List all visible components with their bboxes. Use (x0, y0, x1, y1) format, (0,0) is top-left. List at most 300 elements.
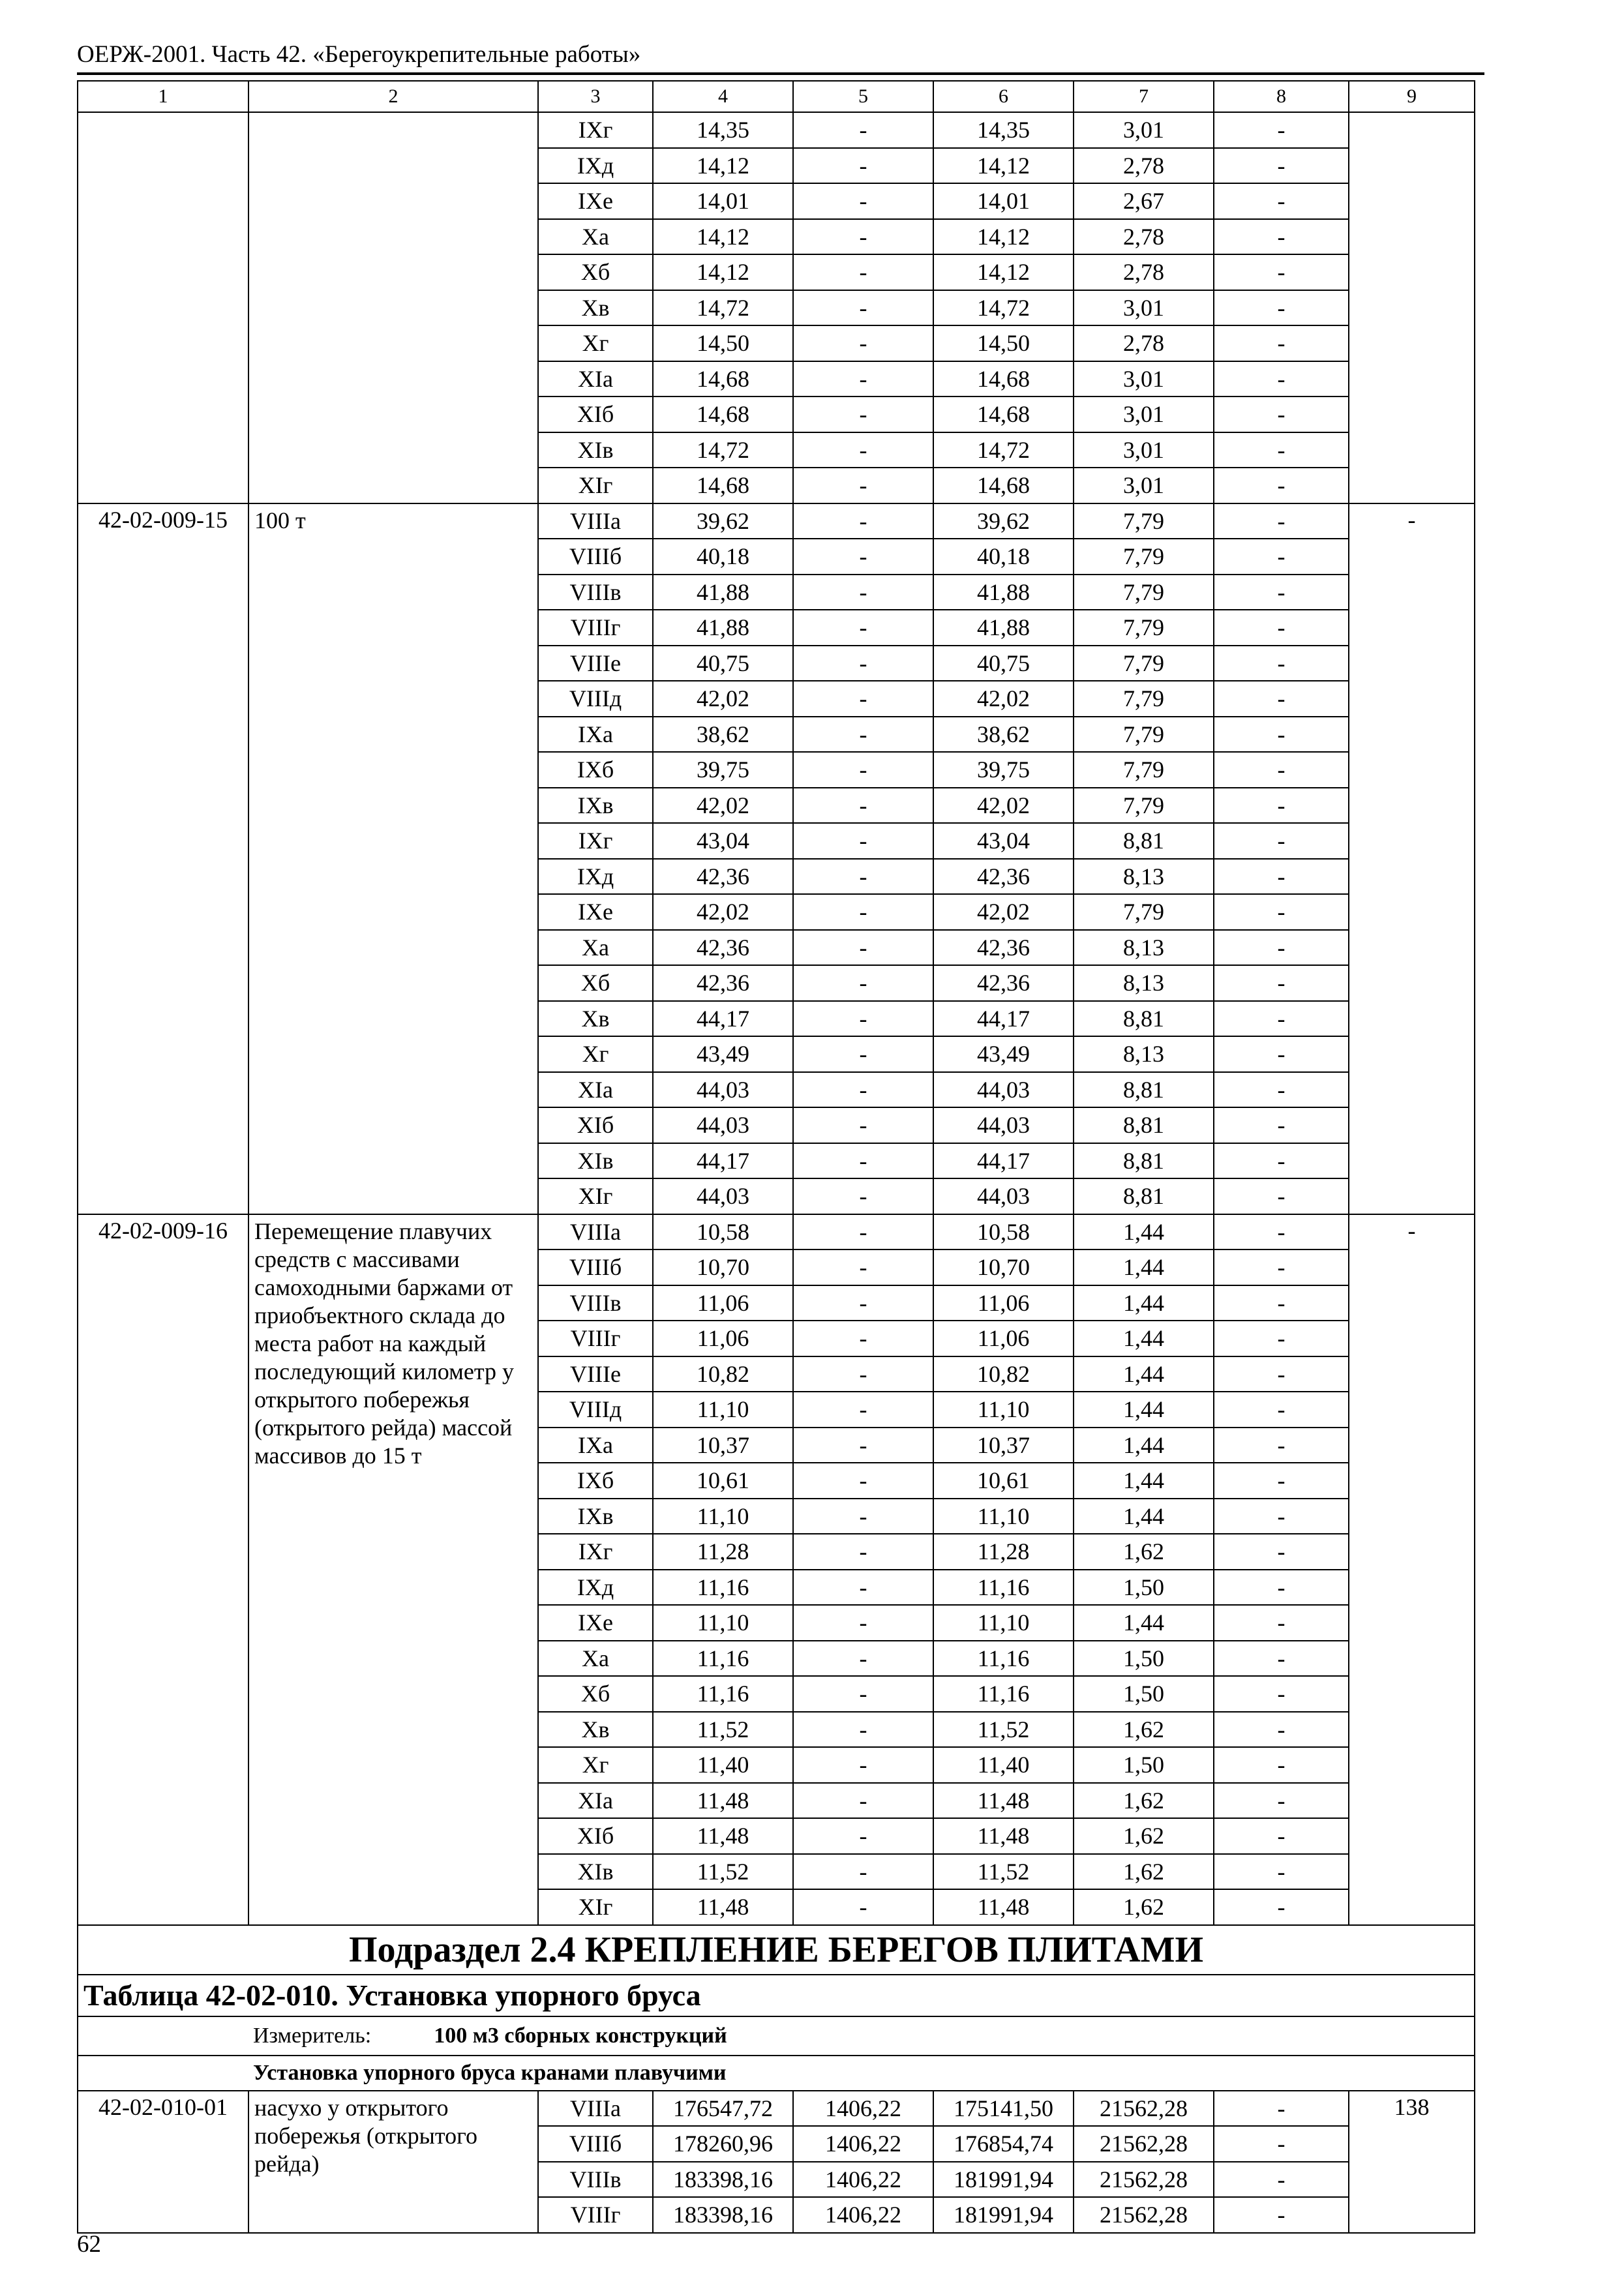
machine-cost-cell: 11,28 (933, 1534, 1074, 1570)
machine-cost-cell: 10,37 (933, 1428, 1074, 1463)
zone-cell: VIIIг (538, 610, 653, 646)
rate-42-02-009-16-description-cell: Перемещение плавучих средств с массивами самоходными баржами от приобъектного склада до места работ на каждый последующий километр у открытого побережья (открытого рейда) массой массивов до 15 т (248, 1214, 538, 1925)
direct-cost-cell: 14,35 (653, 112, 793, 148)
materials-cell: - (1214, 1605, 1349, 1641)
wages-cell: - (793, 503, 933, 539)
zone-cell: XIб (538, 396, 653, 432)
materials-cell: - (1214, 1428, 1349, 1463)
wages-cell: - (793, 1036, 933, 1072)
direct-cost-cell: 39,62 (653, 503, 793, 539)
zone-cell: Xа (538, 219, 653, 255)
operator-wages-cell: 1,44 (1074, 1356, 1214, 1392)
wages-cell: - (793, 717, 933, 753)
machine-cost-cell: 14,68 (933, 396, 1074, 432)
measure-label: Измеритель: (253, 2023, 372, 2048)
zone-cell: Xв (538, 290, 653, 326)
operator-wages-cell: 21562,28 (1074, 2091, 1214, 2127)
zone-cell: Xа (538, 930, 653, 966)
materials-cell: - (1214, 1676, 1349, 1712)
operator-wages-cell: 8,13 (1074, 859, 1214, 895)
zone-cell: Xв (538, 1001, 653, 1037)
direct-cost-cell: 183398,16 (653, 2162, 793, 2198)
materials-cell: - (1214, 396, 1349, 432)
operator-wages-cell: 1,50 (1074, 1676, 1214, 1712)
operator-wages-cell: 2,78 (1074, 219, 1214, 255)
materials-cell: - (1214, 1143, 1349, 1179)
zone-cell: VIIIб (538, 2126, 653, 2162)
zone-cell: IXа (538, 1428, 653, 1463)
operator-wages-cell: 3,01 (1074, 290, 1214, 326)
rate-42-02-010-01-col9-cell: 138 (1349, 2091, 1475, 2233)
operator-wages-cell: 1,62 (1074, 1534, 1214, 1570)
materials-cell: - (1214, 2091, 1349, 2127)
zone-cell: Xв (538, 1712, 653, 1748)
machine-cost-cell: 42,02 (933, 788, 1074, 824)
direct-cost-cell: 39,75 (653, 752, 793, 788)
machine-cost-cell: 181991,94 (933, 2197, 1074, 2233)
materials-cell: - (1214, 503, 1349, 539)
zone-cell: IXд (538, 859, 653, 895)
subsection-title: Подраздел 2.4 КРЕПЛЕНИЕ БЕРЕГОВ ПЛИТАМИ (78, 1925, 1475, 1975)
materials-cell: - (1214, 290, 1349, 326)
direct-cost-cell: 14,12 (653, 254, 793, 290)
operator-wages-cell: 1,44 (1074, 1392, 1214, 1428)
operator-wages-cell: 21562,28 (1074, 2197, 1214, 2233)
col-number-2: 2 (248, 81, 538, 112)
zone-cell: Xб (538, 965, 653, 1001)
machine-cost-cell: 14,72 (933, 290, 1074, 326)
direct-cost-cell: 14,68 (653, 361, 793, 397)
machine-cost-cell: 44,17 (933, 1001, 1074, 1037)
machine-cost-cell: 11,16 (933, 1570, 1074, 1606)
direct-cost-cell: 183398,16 (653, 2197, 793, 2233)
operator-wages-cell: 2,67 (1074, 183, 1214, 219)
zone-cell: VIIIг (538, 1321, 653, 1356)
direct-cost-cell: 14,72 (653, 432, 793, 468)
materials-cell: - (1214, 1392, 1349, 1428)
direct-cost-cell: 11,40 (653, 1747, 793, 1783)
wages-cell: - (793, 1321, 933, 1356)
operator-wages-cell: 1,44 (1074, 1249, 1214, 1285)
operator-wages-cell: 1,50 (1074, 1747, 1214, 1783)
materials-cell: - (1214, 717, 1349, 753)
machine-cost-cell: 14,72 (933, 432, 1074, 468)
operator-wages-cell: 7,79 (1074, 788, 1214, 824)
machine-cost-cell: 11,06 (933, 1285, 1074, 1321)
zone-cell: VIIIа (538, 1214, 653, 1250)
machine-cost-cell: 44,03 (933, 1107, 1074, 1143)
machine-cost-cell: 14,50 (933, 325, 1074, 361)
materials-cell: - (1214, 539, 1349, 575)
materials-cell: - (1214, 2197, 1349, 2233)
direct-cost-cell: 14,50 (653, 325, 793, 361)
direct-cost-cell: 41,88 (653, 610, 793, 646)
zone-cell: IXб (538, 752, 653, 788)
table-title: Таблица 42-02-010. Установка упорного бруса (78, 1975, 1475, 2016)
wages-cell: - (793, 254, 933, 290)
materials-cell: - (1214, 1534, 1349, 1570)
direct-cost-cell: 10,61 (653, 1463, 793, 1499)
machine-cost-cell: 11,10 (933, 1499, 1074, 1534)
machine-cost-cell: 40,75 (933, 646, 1074, 681)
zone-cell: XIв (538, 1854, 653, 1890)
operator-wages-cell: 1,44 (1074, 1285, 1214, 1321)
materials-cell: - (1214, 1712, 1349, 1748)
materials-cell: - (1214, 610, 1349, 646)
direct-cost-cell: 11,16 (653, 1641, 793, 1677)
materials-cell: - (1214, 432, 1349, 468)
rate-42-02-010-01-row (78, 2091, 1475, 2127)
operator-wages-cell: 21562,28 (1074, 2162, 1214, 2198)
direct-cost-cell: 176547,72 (653, 2091, 793, 2127)
machine-cost-cell: 176854,74 (933, 2126, 1074, 2162)
operator-wages-cell: 2,78 (1074, 325, 1214, 361)
machine-cost-cell: 11,16 (933, 1676, 1074, 1712)
operator-wages-cell: 1,62 (1074, 1889, 1214, 1925)
wages-cell: - (793, 1783, 933, 1819)
direct-cost-cell: 40,75 (653, 646, 793, 681)
materials-cell: - (1214, 1499, 1349, 1534)
materials-cell: - (1214, 2162, 1349, 2198)
wages-cell: - (793, 1605, 933, 1641)
operator-wages-cell: 8,81 (1074, 823, 1214, 859)
machine-cost-cell: 40,18 (933, 539, 1074, 575)
materials-cell: - (1214, 325, 1349, 361)
wages-cell: - (793, 148, 933, 184)
direct-cost-cell: 14,12 (653, 148, 793, 184)
page-number: 62 (77, 2231, 101, 2258)
direct-cost-cell: 11,10 (653, 1499, 793, 1534)
machine-cost-cell: 175141,50 (933, 2091, 1074, 2127)
wages-cell: - (793, 1570, 933, 1606)
operator-wages-cell: 8,81 (1074, 1072, 1214, 1108)
machine-cost-cell: 43,04 (933, 823, 1074, 859)
wages-cell: - (793, 965, 933, 1001)
materials-cell: - (1214, 575, 1349, 610)
materials-cell: - (1214, 1818, 1349, 1854)
zone-cell: IXв (538, 1499, 653, 1534)
machine-cost-cell: 39,75 (933, 752, 1074, 788)
rate-42-02-009-16-code-cell: 42-02-009-16 (78, 1214, 248, 1925)
col-number-7: 7 (1074, 81, 1214, 112)
zone-cell: VIIIд (538, 681, 653, 717)
direct-cost-cell: 11,48 (653, 1889, 793, 1925)
wages-cell: - (793, 646, 933, 681)
zone-cell: Xа (538, 1641, 653, 1677)
wages-cell: - (793, 432, 933, 468)
operator-wages-cell: 7,79 (1074, 539, 1214, 575)
direct-cost-cell: 10,82 (653, 1356, 793, 1392)
operator-wages-cell: 8,13 (1074, 965, 1214, 1001)
machine-cost-cell: 11,10 (933, 1605, 1074, 1641)
machine-cost-cell: 11,52 (933, 1854, 1074, 1890)
direct-cost-cell: 42,36 (653, 965, 793, 1001)
rate-42-02-009-15-col9-cell: - (1349, 503, 1475, 1214)
col-number-5: 5 (793, 81, 933, 112)
zone-cell: VIIIб (538, 539, 653, 575)
rates-table-container (77, 80, 1475, 2234)
materials-cell: - (1214, 148, 1349, 184)
zone-cell: VIIIа (538, 503, 653, 539)
operator-wages-cell: 3,01 (1074, 468, 1214, 503)
zone-cell: Xг (538, 325, 653, 361)
zone-cell: XIа (538, 1783, 653, 1819)
direct-cost-cell: 11,06 (653, 1321, 793, 1356)
rates-table (77, 80, 1475, 2234)
direct-cost-cell: 42,02 (653, 894, 793, 930)
machine-cost-cell: 11,16 (933, 1641, 1074, 1677)
zone-cell: VIIIг (538, 2197, 653, 2233)
materials-cell: - (1214, 1854, 1349, 1890)
direct-cost-cell: 11,48 (653, 1818, 793, 1854)
materials-cell: - (1214, 361, 1349, 397)
wages-cell: 1406,22 (793, 2091, 933, 2127)
machine-cost-cell: 44,03 (933, 1178, 1074, 1214)
machine-cost-cell: 14,12 (933, 148, 1074, 184)
machine-cost-cell: 44,03 (933, 1072, 1074, 1108)
operator-wages-cell: 7,79 (1074, 610, 1214, 646)
materials-cell: - (1214, 1249, 1349, 1285)
wages-cell: - (793, 1178, 933, 1214)
direct-cost-cell: 11,16 (653, 1570, 793, 1606)
operator-wages-cell: 2,78 (1074, 254, 1214, 290)
wages-cell: 1406,22 (793, 2126, 933, 2162)
operator-wages-cell: 8,81 (1074, 1001, 1214, 1037)
wages-cell: - (793, 823, 933, 859)
direct-cost-cell: 44,17 (653, 1143, 793, 1179)
materials-cell: - (1214, 219, 1349, 255)
wages-cell: - (793, 1285, 933, 1321)
header-rule (77, 72, 1484, 75)
materials-cell: - (1214, 1463, 1349, 1499)
zone-cell: IXг (538, 1534, 653, 1570)
wages-cell: - (793, 1143, 933, 1179)
direct-cost-cell: 44,17 (653, 1001, 793, 1037)
wages-cell: - (793, 1428, 933, 1463)
zone-cell: VIIIв (538, 575, 653, 610)
direct-cost-cell: 43,49 (653, 1036, 793, 1072)
machine-cost-cell: 11,06 (933, 1321, 1074, 1356)
wages-cell: - (793, 1641, 933, 1677)
zone-cell: IXб (538, 1463, 653, 1499)
zone-cell: XIб (538, 1818, 653, 1854)
materials-cell: - (1214, 2126, 1349, 2162)
zone-cell: VIIIб (538, 1249, 653, 1285)
machine-cost-cell: 42,36 (933, 859, 1074, 895)
materials-cell: - (1214, 1570, 1349, 1606)
operator-wages-cell: 1,44 (1074, 1214, 1214, 1250)
materials-cell: - (1214, 930, 1349, 966)
operator-wages-cell: 1,62 (1074, 1712, 1214, 1748)
materials-cell: - (1214, 1178, 1349, 1214)
materials-cell: - (1214, 681, 1349, 717)
direct-cost-cell: 42,02 (653, 788, 793, 824)
operator-wages-cell: 7,79 (1074, 717, 1214, 753)
direct-cost-cell: 44,03 (653, 1072, 793, 1108)
rate-42-02-009-15-row (78, 503, 1475, 539)
measure-row (78, 2016, 1475, 2056)
machine-cost-cell: 42,02 (933, 894, 1074, 930)
zone-cell: XIг (538, 468, 653, 503)
table-title-row (78, 1975, 1475, 2016)
machine-cost-cell: 11,52 (933, 1712, 1074, 1748)
zone-cell: IXа (538, 717, 653, 753)
machine-cost-cell: 43,49 (933, 1036, 1074, 1072)
operator-wages-cell: 1,62 (1074, 1783, 1214, 1819)
operator-wages-cell: 8,81 (1074, 1107, 1214, 1143)
zone-cell: XIа (538, 361, 653, 397)
direct-cost-cell: 10,37 (653, 1428, 793, 1463)
wages-cell: - (793, 1249, 933, 1285)
col-number-3: 3 (538, 81, 653, 112)
operator-wages-cell: 8,81 (1074, 1178, 1214, 1214)
materials-cell: - (1214, 468, 1349, 503)
machine-cost-cell: 181991,94 (933, 2162, 1074, 2198)
direct-cost-cell: 14,01 (653, 183, 793, 219)
zone-cell: VIIIв (538, 2162, 653, 2198)
materials-cell: - (1214, 112, 1349, 148)
materials-cell: - (1214, 894, 1349, 930)
machine-cost-cell: 10,58 (933, 1214, 1074, 1250)
materials-cell: - (1214, 823, 1349, 859)
direct-cost-cell: 11,10 (653, 1605, 793, 1641)
wages-cell: - (793, 1747, 933, 1783)
wages-cell: - (793, 539, 933, 575)
machine-cost-cell: 11,48 (933, 1889, 1074, 1925)
zone-cell: Xб (538, 254, 653, 290)
operator-wages-cell: 8,81 (1074, 1143, 1214, 1179)
materials-cell: - (1214, 1285, 1349, 1321)
machine-cost-cell: 42,36 (933, 930, 1074, 966)
wages-cell: - (793, 610, 933, 646)
operator-wages-cell: 2,78 (1074, 148, 1214, 184)
machine-cost-cell: 14,68 (933, 361, 1074, 397)
wages-cell: 1406,22 (793, 2162, 933, 2198)
direct-cost-cell: 43,04 (653, 823, 793, 859)
operator-wages-cell: 8,13 (1074, 1036, 1214, 1072)
group-title: Установка упорного бруса кранами плавучими (78, 2056, 1475, 2091)
zone-cell: VIIIа (538, 2091, 653, 2127)
rate-42-02-010-01-code-cell: 42-02-010-01 (78, 2091, 248, 2233)
wages-cell: - (793, 325, 933, 361)
materials-cell: - (1214, 646, 1349, 681)
wages-cell: - (793, 788, 933, 824)
operator-wages-cell: 1,62 (1074, 1818, 1214, 1854)
wages-cell: 1406,22 (793, 2197, 933, 2233)
measure-value: 100 м3 сборных конструкций (434, 2023, 727, 2048)
materials-cell: - (1214, 183, 1349, 219)
direct-cost-cell: 41,88 (653, 575, 793, 610)
wages-cell: - (793, 1072, 933, 1108)
machine-cost-cell: 10,61 (933, 1463, 1074, 1499)
materials-cell: - (1214, 1783, 1349, 1819)
materials-cell: - (1214, 1747, 1349, 1783)
operator-wages-cell: 3,01 (1074, 396, 1214, 432)
col-number-4: 4 (653, 81, 793, 112)
operator-wages-cell: 7,79 (1074, 646, 1214, 681)
col-number-8: 8 (1214, 81, 1349, 112)
operator-wages-cell: 7,79 (1074, 752, 1214, 788)
machine-cost-cell: 11,40 (933, 1747, 1074, 1783)
rate-42-02-009-16-row (78, 1214, 1475, 1250)
wages-cell: - (793, 468, 933, 503)
zone-cell: XIг (538, 1889, 653, 1925)
operator-wages-cell: 3,01 (1074, 112, 1214, 148)
materials-cell: - (1214, 1001, 1349, 1037)
machine-cost-cell: 39,62 (933, 503, 1074, 539)
wages-cell: - (793, 1214, 933, 1250)
direct-cost-cell: 42,02 (653, 681, 793, 717)
operator-wages-cell: 1,44 (1074, 1428, 1214, 1463)
machine-cost-cell: 41,88 (933, 610, 1074, 646)
continued-rate-col9-cell (1349, 112, 1475, 503)
direct-cost-cell: 10,58 (653, 1214, 793, 1250)
zone-cell: XIв (538, 1143, 653, 1179)
wages-cell: - (793, 1534, 933, 1570)
wages-cell: - (793, 1463, 933, 1499)
operator-wages-cell: 7,79 (1074, 575, 1214, 610)
machine-cost-cell: 14,12 (933, 254, 1074, 290)
operator-wages-cell: 8,13 (1074, 930, 1214, 966)
direct-cost-cell: 44,03 (653, 1178, 793, 1214)
rate-42-02-010-01-description-cell: насухо у открытого побережья (открытого рейда) (248, 2091, 538, 2233)
machine-cost-cell: 11,48 (933, 1783, 1074, 1819)
zone-cell: IXе (538, 1605, 653, 1641)
wages-cell: - (793, 1712, 933, 1748)
materials-cell: - (1214, 1214, 1349, 1250)
zone-cell: IXг (538, 823, 653, 859)
wages-cell: - (793, 219, 933, 255)
rate-42-02-009-15-description-cell: 100 т (248, 503, 538, 1214)
operator-wages-cell: 21562,28 (1074, 2126, 1214, 2162)
operator-wages-cell: 1,44 (1074, 1321, 1214, 1356)
zone-cell: VIIIв (538, 1285, 653, 1321)
zone-cell: IXе (538, 894, 653, 930)
materials-cell: - (1214, 1641, 1349, 1677)
col-number-6: 6 (933, 81, 1074, 112)
wages-cell: - (793, 575, 933, 610)
zone-cell: VIIIе (538, 1356, 653, 1392)
wages-cell: - (793, 183, 933, 219)
direct-cost-cell: 11,10 (653, 1392, 793, 1428)
operator-wages-cell: 1,44 (1074, 1463, 1214, 1499)
wages-cell: - (793, 681, 933, 717)
wages-cell: - (793, 1854, 933, 1890)
col-number-1: 1 (78, 81, 248, 112)
col-number-9: 9 (1349, 81, 1475, 112)
zone-cell: IXв (538, 788, 653, 824)
zone-cell: VIIIд (538, 1392, 653, 1428)
operator-wages-cell: 7,79 (1074, 894, 1214, 930)
direct-cost-cell: 42,36 (653, 859, 793, 895)
direct-cost-cell: 11,52 (653, 1712, 793, 1748)
operator-wages-cell: 1,44 (1074, 1499, 1214, 1534)
machine-cost-cell: 42,02 (933, 681, 1074, 717)
machine-cost-cell: 41,88 (933, 575, 1074, 610)
materials-cell: - (1214, 859, 1349, 895)
zone-cell: Xг (538, 1036, 653, 1072)
rate-42-02-009-15-code-cell: 42-02-009-15 (78, 503, 248, 1214)
direct-cost-cell: 11,28 (653, 1534, 793, 1570)
zone-cell: XIг (538, 1178, 653, 1214)
operator-wages-cell: 1,50 (1074, 1641, 1214, 1677)
materials-cell: - (1214, 752, 1349, 788)
zone-cell: XIа (538, 1072, 653, 1108)
machine-cost-cell: 11,10 (933, 1392, 1074, 1428)
operator-wages-cell: 1,62 (1074, 1854, 1214, 1890)
continued-rate-code-cell (78, 112, 248, 503)
wages-cell: - (793, 396, 933, 432)
